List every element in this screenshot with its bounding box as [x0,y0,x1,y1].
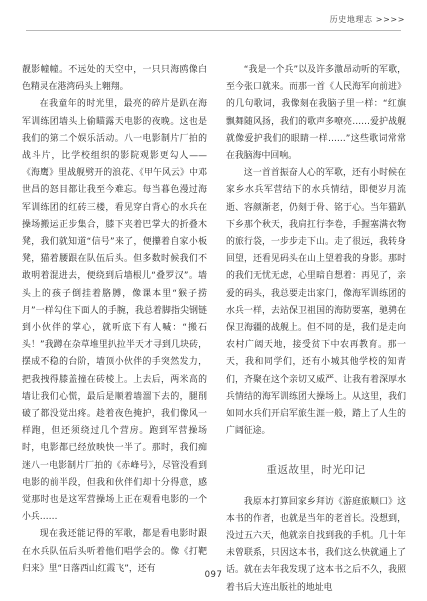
header-rule [26,30,401,31]
left-column [22,62,207,578]
paragraph: 现在我还能记得的军歌，都是看电影时跟在水兵队伍后头听着他们唱学会的。像《打靶归来》里“日落西山红霞飞”，还有 [22,529,207,574]
paragraph: 在我童年的时光里，最亮的碎片是趴在海军训练团墙头上偷瞄露天电影的夜晚。这也是我们的第二个娱乐活动。八一电影制片厂拍的战斗片，比学校组织的影院观影更勾人——《海鹰》里战舰劈开的浪花、《甲午风云》中邓世昌的怒目都让我至今难忘。每当暮色漫过海军训练团的红砖三楼，看见穿白背心的水兵在操场搬运正步集合，膝下夹着巴掌大的折叠木凳，我们就知道“信号”来了，便攥着自家小板凳，猫着腰跟在队伍后头。但多数时候我们不敢明着混进去，便绕到后墙根儿“叠罗汉”。墙头上的孩子倒挂着胳膊，像课本里“猴子捞月”一样勾住下面人的手腕，我总着脚指尖钢链到小伙伴的掌心，就听底下有人喊：“搬石头！”我蹲在杂草堆里扒拉半天才寻到几块砖，摆成不稳的台阶，墙顶小伙伴的手突然发力，把我拽得膝盖撞在砖棱上。上去后，两米高的墙让我们心慌，最后是顺着墙溜下去的，腿削破了都没觉出疼。趁着夜色掩护，我们像风一样跑，但还须绕过几个营房。跑到军营操场时，电影都已经放映快一半了。那时，我们痴迷八一电影制片厂拍的《赤峰号》，尽管没看到电影的前半段，但我和伙伴们却十分得意，感觉那时也是这军营操场上正在观看电影的一个小兵…… [22,99,207,523]
section-subheading: 重返故里，时光印记 [266,464,366,477]
paragraph: 这一首首振奋人心的军歌，还有小时候在家乡水兵军营结下的水兵情结，即便岁月流逝、容颜渐老，仍刻于骨、铭于心。当年猫趴下乡那个秋天，我肩扛行李卷，手握塞满衣物的旅行袋，一步步走下山。走了很远，我转身回望，还看见码头在山上望着我的身影。那时的我们无忧无虑，心里暗自想着：再见了，亲爱的码头，我总要走出家门，像海军训练团的水兵一样，去站保卫祖国的海防要塞，驰骋在保卫海疆的战舰上。但不同的是，我们是走向农村广阔天地，接受贫下中农再教育。那一天，我和同学们，还有小城其他学校的知青们，齐聚在这个亲切又威严、让我有着深厚水兵情结的海军训练团大操场上。从这里，我们如同水兵们开启军旅生涯一般，踏上了人生的广阔征途。 [226,168,406,437]
page-header [0,0,427,38]
section-title: 历史地理志 >>>> [329,15,405,24]
page-number: 097 [204,570,223,580]
paragraph: “我是一个兵”以及许多激昂动听的军歌，至今张口就来。而那一首《人民海军向前进》的几句歌词，我像刻在我脑子里一样：“红旗飘舞随风扬，我们的歌声多嘹亮……爱护战舰就像爱护我们的眼睛一样……”这些歌词常常在我脑海中回响。 [226,65,406,162]
paragraph: 靓影幢幢。不远处的天空中，一只只海鸥像白色精灵在港湾码头上翱翔。 [22,65,207,93]
paragraph: 我原本打算回家乡拜访《游庭旅顺口》这本书的作者，也就是当年的老首长。没想到，没过五六天，他就亲自找到我的手机。几十年未曾联系，只因这本书，我们这么快就通上了话。就在去年我发现了这本书之后不久，我照着书后大连出版社的地址电 [226,496,406,593]
right-column [226,62,406,597]
